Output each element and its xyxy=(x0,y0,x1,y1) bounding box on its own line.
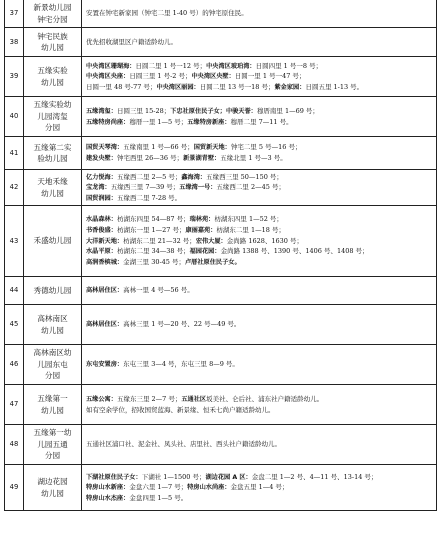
scope-estate-name: 东屯安置房： xyxy=(86,361,124,369)
scope-address: 日圆一里 1 号一47 号； xyxy=(234,72,306,81)
scope-address: 穆厝一里 1—5 号； xyxy=(129,117,188,126)
row-number: 46 xyxy=(5,345,24,384)
row-number: 44 xyxy=(5,277,24,304)
enrollment-scope xyxy=(82,465,437,510)
table-row xyxy=(5,170,437,206)
scope-address: 金尚路 1628、1630 号； xyxy=(226,236,303,245)
scope-estate-name: 瑞林苑： xyxy=(189,216,215,224)
kindergarten-name: 高林南区 幼儿园 xyxy=(24,305,82,344)
enrollment-scope xyxy=(82,0,437,27)
scope-address: 穆厝南里 1—69 号； xyxy=(256,106,319,115)
scope-estate-name: 中央湾区玻珀湾： xyxy=(206,62,256,70)
enrollment-scope xyxy=(82,57,437,96)
scope-address: 枋湖东二里 34—38 号； xyxy=(116,247,190,256)
table-row xyxy=(5,305,437,345)
scope-estate-name: 特房山水新座： xyxy=(86,484,130,492)
scope-line xyxy=(86,225,432,236)
scope-address: 枋湖东四里 1—52 号； xyxy=(214,215,283,224)
table-row xyxy=(5,97,437,137)
scope-estate-name: 下忠社原住民子女； xyxy=(170,107,226,115)
scope-address: 枋湖东二里 1—18 号； xyxy=(216,226,285,235)
scope-estate-name: 鑫海湾： xyxy=(181,174,207,181)
enrollment-scope xyxy=(82,97,437,136)
scope-address: 金盘六里 1—7 号； xyxy=(129,483,188,492)
scope-estate-name: 五通社区 xyxy=(181,396,207,404)
enrollment-scope xyxy=(82,385,437,424)
enrollment-scope xyxy=(82,28,437,56)
enrollment-scope xyxy=(82,345,437,384)
scope-estate-name: 康丽嘉苑： xyxy=(185,227,217,235)
scope-estate-name: 卢厝社原住民子女。 xyxy=(185,258,241,266)
scope-line xyxy=(86,236,432,247)
row-number: 47 xyxy=(5,385,24,424)
scope-line xyxy=(86,172,432,182)
scope-line xyxy=(86,405,432,415)
scope-address: 五缘西二里 2—5 号； xyxy=(116,173,182,181)
scope-address: 金尚路 1388 号、1390 号、1406 号、1408 号； xyxy=(220,247,369,256)
scope-address: 枋湖东一里 1—27 号； xyxy=(116,226,186,235)
scope-estate-name: 特房山水杰座： xyxy=(86,494,130,502)
kindergarten-name: 五缘第二实 验幼儿园 xyxy=(24,137,82,169)
scope-address: 日圆五里 1-13 号。 xyxy=(305,82,364,91)
scope-estate-name: 紫金家园： xyxy=(274,83,306,91)
scope-address: 优先招收湖里区户籍适龄幼儿。 xyxy=(86,37,177,46)
scope-estate-name: 五缘特房新座： xyxy=(187,118,231,126)
scope-estate-name: 亿力悦海： xyxy=(86,174,117,181)
scope-line xyxy=(86,182,432,192)
scope-estate-name: 五缘公寓： xyxy=(86,396,117,404)
scope-address: 下湖社 1—1500 号； xyxy=(141,472,206,481)
table-row xyxy=(5,0,437,28)
table-row xyxy=(5,465,437,511)
kindergarten-name: 五缘第一 幼儿园 xyxy=(24,385,82,424)
scope-address: 日圆三里 1 号-2 号； xyxy=(129,72,192,81)
row-number: 41 xyxy=(5,137,24,169)
scope-line xyxy=(86,319,432,330)
kindergarten-name: 五缘实验 幼儿园 xyxy=(24,57,82,96)
scope-estate-name: 福园花园： xyxy=(189,248,221,256)
scope-address: 金盘五里 1—4 号； xyxy=(230,483,289,492)
row-number: 39 xyxy=(5,57,24,96)
scope-address: 五缘西二里 7-28 号。 xyxy=(116,193,182,202)
scope-estate-name: 中央湾区央墅： xyxy=(191,73,235,81)
scope-line xyxy=(86,82,432,93)
kindergarten-name: 秀德幼儿园 xyxy=(24,277,82,304)
scope-address: 高林一里 4 号—56 号。 xyxy=(123,286,194,295)
scope-address: 如有空余学位，招收国贸蓝海、新景缘、恒禾七尚户籍适龄幼儿。 xyxy=(86,405,275,414)
enrollment-scope xyxy=(82,170,437,205)
kindergarten-name: 高林南区幼 儿园东屯 分园 xyxy=(24,345,82,384)
scope-estate-name: 中央湾区珊瑚海： xyxy=(86,62,136,70)
enrollment-scope xyxy=(82,277,437,304)
scope-address: 五缘东三里 2—7 号； xyxy=(116,395,182,404)
scope-line xyxy=(86,142,432,153)
scope-line xyxy=(86,482,432,493)
scope-estate-name: 书香俊盛： xyxy=(86,227,117,235)
kindergarten-name: 湖边花园 幼儿园 xyxy=(24,465,82,510)
table-row xyxy=(5,385,437,425)
scope-line xyxy=(86,359,432,370)
scope-address: 高林三里 1 号—20 号、22 号—49 号。 xyxy=(123,320,241,329)
kindergarten-name: 新景幼儿园 钟宅分园 xyxy=(24,0,82,27)
scope-estate-name: 国贸润园： xyxy=(86,194,117,202)
table-row xyxy=(5,28,437,57)
scope-estate-name: 高林居住区： xyxy=(86,287,124,295)
scope-estate-name: 大洋新天地： xyxy=(86,237,124,245)
scope-address: 金湖三里 30-45 号； xyxy=(123,257,185,266)
row-number: 43 xyxy=(5,206,24,276)
scope-line xyxy=(86,71,432,82)
enrollment-scope xyxy=(82,305,437,344)
scope-address: 五缘西二里 2—45 号； xyxy=(216,183,285,192)
scope-address: 日圆二里 1 号一12 号； xyxy=(135,61,207,70)
enrollment-scope xyxy=(82,425,437,464)
scope-estate-name: 下湖社原住民子女： xyxy=(86,473,142,481)
scope-line xyxy=(86,193,432,203)
scope-estate-name: 五缘湾一号： xyxy=(179,184,217,192)
scope-estate-name: 中央湾区丽园： xyxy=(156,83,200,91)
scope-line xyxy=(86,117,432,128)
scope-estate-name: 宝龙湾： xyxy=(86,184,111,192)
scope-line xyxy=(86,257,432,268)
kindergarten-name: 钟宅民族 幼儿园 xyxy=(24,28,82,56)
scope-address: 穆厝二里 7—11 号。 xyxy=(230,117,293,126)
scope-line xyxy=(86,285,432,296)
scope-address: 金盘二里 1—2 号、4—11 号、13-14 号； xyxy=(251,472,378,481)
row-number: 45 xyxy=(5,305,24,344)
scope-line xyxy=(86,214,432,225)
scope-line xyxy=(86,8,432,18)
scope-address: 钟宅西里 26—36 号； xyxy=(116,154,184,162)
row-number: 38 xyxy=(5,28,24,56)
kindergarten-name: 五缘第一幼 儿园五通 分园 xyxy=(24,425,82,464)
scope-address: 五缘北里 1 号—3 号。 xyxy=(220,154,287,162)
scope-estate-name: 中央湾区央座： xyxy=(86,73,130,81)
table-row xyxy=(5,425,437,465)
row-number: 40 xyxy=(5,97,24,136)
scope-estate-name: 国贸天琴湾： xyxy=(86,144,124,152)
scope-address: 日圆二里 13 号一18 号； xyxy=(199,82,275,91)
row-number: 48 xyxy=(5,425,24,464)
scope-line xyxy=(86,153,432,164)
scope-line xyxy=(86,106,432,117)
row-number: 49 xyxy=(5,465,24,510)
kindergarten-name: 禾盛幼儿园 xyxy=(24,206,82,276)
scope-address: 枋湖东二里 21—32 号； xyxy=(123,236,196,245)
scope-estate-name: 高润香槟城： xyxy=(86,258,124,266)
scope-estate-name: 中骏天誉： xyxy=(225,107,257,115)
row-number: 42 xyxy=(5,170,24,205)
enrollment-table xyxy=(4,0,437,511)
scope-address: 安置在钟宅新家园（钟宅二里 1-40 号）的钟宅原住民。 xyxy=(86,9,248,18)
scope-line xyxy=(86,246,432,257)
table-row xyxy=(5,206,437,277)
scope-estate-name: 湖边花园 A 区： xyxy=(205,473,252,481)
table-row xyxy=(5,345,437,385)
enrollment-scope xyxy=(82,137,437,169)
scope-address: 东屯三里 3—4 号，东屯三里 8—9 号。 xyxy=(123,360,239,369)
scope-estate-name: 五缘湾玺： xyxy=(86,107,117,115)
scope-line xyxy=(86,61,432,72)
kindergarten-name: 五缘实验幼 儿园湾玺 分园 xyxy=(24,97,82,136)
scope-estate-name: 五缘特房尚座： xyxy=(86,118,130,126)
scope-address: 金盘四里 1—5 号。 xyxy=(129,493,188,502)
scope-line xyxy=(86,37,432,47)
scope-address: 坂美社、仑后社、浦东社户籍适龄幼儿。 xyxy=(206,395,324,404)
table-row xyxy=(5,277,437,305)
scope-estate-name: 新景湖青墅： xyxy=(183,155,221,162)
scope-address: 日圆四里 1 号一8 号； xyxy=(255,61,323,70)
scope-address: 五缘西三里 7—39 号； xyxy=(110,183,180,192)
scope-address: 五通社区浦口社、泥金社、凤头社、店里社、西头社户籍适龄幼儿。 xyxy=(86,440,281,449)
kindergarten-name: 天地禾缘 幼儿园 xyxy=(24,170,82,205)
scope-address: 日圆三里 15-28； xyxy=(116,106,171,115)
table-row xyxy=(5,57,437,97)
scope-estate-name: 水晶平原： xyxy=(86,248,117,256)
enrollment-scope xyxy=(82,206,437,276)
scope-line xyxy=(86,394,432,405)
scope-estate-name: 宏伟大厦： xyxy=(195,237,227,245)
scope-estate-name: 建发央墅： xyxy=(86,155,117,162)
scope-address: 日圆一里 48 号-77 号； xyxy=(86,82,157,91)
row-number: 37 xyxy=(5,0,24,27)
scope-estate-name: 水晶森林： xyxy=(86,216,117,224)
scope-line xyxy=(86,472,432,483)
scope-address: 五缘南里 1 号—66 号； xyxy=(123,143,194,152)
scope-address: 枋湖东四里 54—87 号； xyxy=(116,215,190,224)
scope-estate-name: 国贸新天地： xyxy=(193,144,231,152)
scope-line xyxy=(86,493,432,504)
scope-address: 五缘西三里 50—150 号； xyxy=(206,173,283,181)
scope-line xyxy=(86,439,432,449)
scope-address: 钟宅二里 5 号—16 号； xyxy=(230,143,302,152)
table-row xyxy=(5,137,437,170)
scope-estate-name: 特房山水尚座： xyxy=(187,484,231,492)
scope-estate-name: 高林居住区： xyxy=(86,321,124,329)
